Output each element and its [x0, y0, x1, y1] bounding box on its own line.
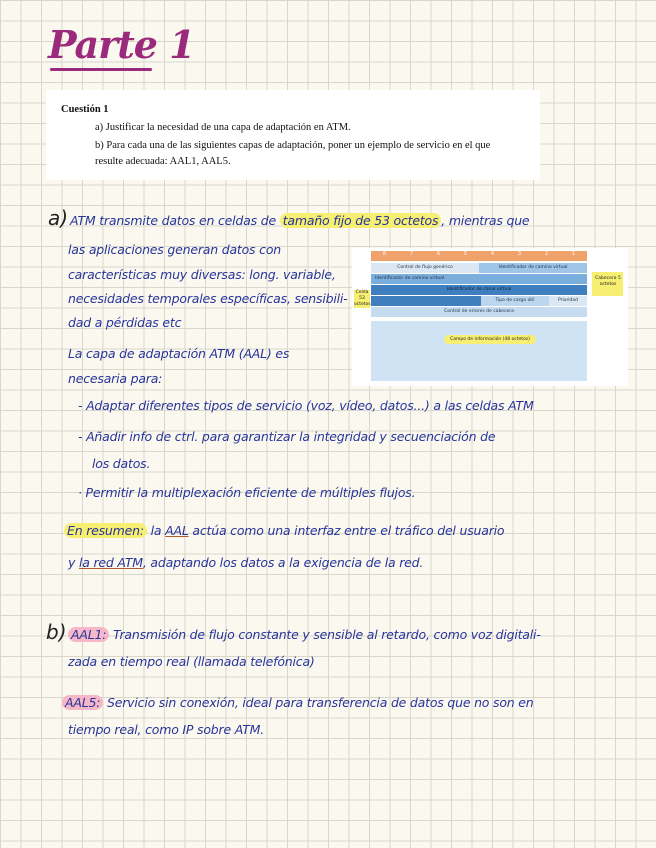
- bullet-3: · Permitir la multiplexación eficiente de múltiples flujos.: [78, 485, 416, 500]
- bit-number: 8: [382, 251, 387, 257]
- answer-a-line-7: necesaria para:: [68, 371, 163, 386]
- summary-text-1: la: [146, 523, 166, 538]
- page-title: Parte 1: [48, 22, 195, 67]
- figure-cell-gfc: Control de flujo genérico: [371, 263, 479, 273]
- question-a: a) Justificar la necesidad de una capa de adaptación en ATM.: [95, 122, 351, 133]
- figure-cell-vpi: Identificador de camino virtual: [479, 263, 587, 273]
- bullet-1: - Adaptar diferentes tipos de servicio (voz, vídeo, datos...) a las celdas ATM: [78, 398, 534, 413]
- aal5-line-2: tiempo real, como IP sobre ATM.: [68, 722, 264, 737]
- answer-a-line-1-post: , mientras que: [441, 213, 530, 228]
- answer-a-line-1-pre: ATM transmite datos en celdas de: [70, 213, 280, 228]
- highlight-summary: En resumen:: [64, 523, 147, 538]
- question-b: b) Para cada una de las siguientes capas de adaptación, poner un ejemplo de servicio en el que resulte adecuada: AAL1, AAL5.: [95, 140, 491, 167]
- answer-b-marker: b): [46, 620, 67, 644]
- aal1-line-2: zada en tiempo real (llamada telefónica): [68, 654, 315, 669]
- answer-a-marker: a): [48, 206, 69, 230]
- figure-cell-clp: Prioridad: [549, 296, 587, 306]
- highlight-aal1: AAL1:: [68, 627, 109, 642]
- underline-red-atm: la red ATM: [78, 555, 143, 570]
- figure-cell-pt: Tipo de carga útil: [481, 296, 549, 306]
- bit-number-header: [371, 251, 587, 261]
- bit-number: 2: [544, 251, 549, 257]
- figure-cell-vpi-2: Identificador de camino virtual: [371, 274, 587, 284]
- figure-row-5: [371, 307, 587, 317]
- answer-a-line-2: las aplicaciones generan datos con: [68, 242, 281, 257]
- aal5-line-1: [62, 695, 534, 710]
- answer-a-line-1: [70, 213, 529, 228]
- answer-a-line-4: necesidades temporales específicas, sensibili-: [68, 291, 348, 306]
- figure-row-3: [371, 285, 587, 295]
- aal1-line-1: [68, 627, 541, 642]
- summary-line-1: [64, 523, 504, 538]
- title-underline: [50, 68, 152, 71]
- figure-cell-vci: Identificador de canal virtual: [371, 285, 587, 295]
- bit-number: 7: [409, 251, 414, 257]
- highlight-fixed-size: tamaño fijo de 53 octetos: [280, 213, 442, 228]
- figure-row-4: [371, 296, 587, 306]
- question-heading: Cuestión 1: [61, 104, 109, 115]
- summary-text-3-post: , adaptando los datos a la exigencia de la red.: [142, 555, 424, 570]
- answer-a-line-5: dad a pérdidas etc: [68, 315, 182, 330]
- summary-text-3-pre: y: [68, 555, 79, 570]
- bullet-2b: los datos.: [92, 456, 151, 471]
- bit-number: 5: [463, 251, 468, 257]
- figure-row-1: [371, 263, 587, 273]
- answer-a-line-3: características muy diversas: long. variable,: [68, 267, 336, 282]
- figure-payload-area: [371, 321, 587, 381]
- figure-cell-vci-fill: [371, 296, 481, 306]
- answer-a-line-6: La capa de adaptación ATM (AAL) es: [68, 346, 290, 361]
- figure-payload-label: Campo de información (48 octetos): [444, 335, 536, 344]
- summary-line-2: [68, 555, 423, 570]
- highlight-aal5: AAL5:: [62, 695, 103, 710]
- bullet-2a: - Añadir info de ctrl. para garantizar la integridad y secuenciación de: [78, 429, 496, 444]
- bit-number: 6: [436, 251, 441, 257]
- underline-aal: AAL: [165, 523, 189, 538]
- figure-left-label: Celda 53 octetos: [354, 290, 371, 307]
- bit-number: 1: [571, 251, 576, 257]
- summary-text-2: actúa como una interfaz entre el tráfico del usuario: [188, 523, 505, 538]
- aal1-text: Transmisión de flujo constante y sensible al retardo, como voz digitali-: [109, 627, 541, 642]
- bit-number: 3: [517, 251, 522, 257]
- atm-cell-figure: [352, 248, 628, 386]
- figure-cell-hec: Control de errores de cabecera: [371, 307, 587, 317]
- question-box: [46, 90, 540, 180]
- figure-right-label: Cabecera 5 octetos: [595, 276, 621, 287]
- figure-row-2: [371, 274, 587, 284]
- aal5-text: Servicio sin conexión, ideal para transferencia de datos que no son en: [103, 695, 534, 710]
- bit-number: 4: [490, 251, 495, 257]
